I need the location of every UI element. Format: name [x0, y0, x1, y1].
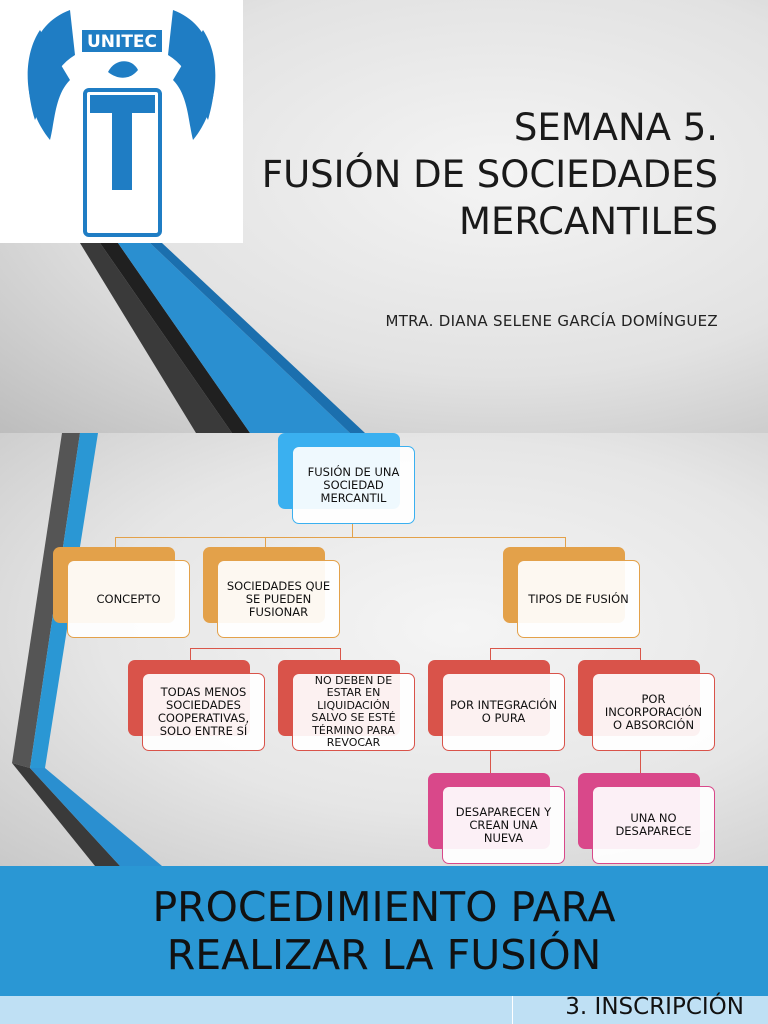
author-name: MTRA. DIANA SELENE GARCÍA DOMÍNGUEZ — [385, 312, 718, 330]
node-sociedades-label: SOCIEDADES QUE SE PUEDEN FUSIONAR — [217, 560, 340, 638]
title-line-3: MERCANTILES — [459, 200, 718, 243]
node-integracion-label: POR INTEGRACIÓN O PURA — [442, 673, 565, 751]
node-root-label: FUSIÓN DE UNA SOCIEDAD MERCANTIL — [292, 446, 415, 524]
node-concepto-label: CONCEPTO — [67, 560, 190, 638]
slide-procedimiento — [0, 866, 768, 1024]
banner-line-2: REALIZAR LA FUSIÓN — [166, 931, 602, 979]
banner-line-1: PROCEDIMIENTO PARA — [152, 883, 616, 931]
node-integracion — [428, 660, 565, 752]
slide-title-text — [198, 104, 718, 245]
sub-divider — [512, 996, 513, 1024]
node-tipos — [503, 547, 640, 639]
procedimiento-banner — [0, 866, 768, 996]
node-una-no-label: UNA NO DESAPARECE — [592, 786, 715, 864]
slide-org-chart — [0, 433, 768, 866]
title-line-1: SEMANA 5. — [513, 106, 718, 149]
node-todas-menos-label: TODAS MENOS SOCIEDADES COOPERATIVAS, SOLO ENTRE SÍ — [142, 673, 265, 751]
step-inscripcion: 3. INSCRIPCIÓN — [565, 994, 744, 1020]
node-incorporacion-label: POR INCORPORACIÓN O ABSORCIÓN — [592, 673, 715, 751]
node-desaparecen-label: DESAPARECEN Y CREAN UNA NUEVA — [442, 786, 565, 864]
node-concepto — [53, 547, 190, 639]
node-una-no — [578, 773, 715, 865]
slide-title — [0, 0, 768, 433]
node-no-deben-label: NO DEBEN DE ESTAR EN LIQUIDACIÓN SALVO SE ESTÉ TÉRMINO PARA REVOCAR — [292, 673, 415, 751]
logo-text: UNITEC — [86, 32, 158, 52]
node-sociedades — [203, 547, 340, 639]
title-line-2: FUSIÓN DE SOCIEDADES — [261, 153, 718, 196]
node-tipos-label: TIPOS DE FUSIÓN — [517, 560, 640, 638]
node-no-deben — [278, 660, 415, 752]
node-todas-menos — [128, 660, 265, 752]
node-desaparecen — [428, 773, 565, 865]
node-incorporacion — [578, 660, 715, 752]
node-root — [278, 433, 415, 525]
